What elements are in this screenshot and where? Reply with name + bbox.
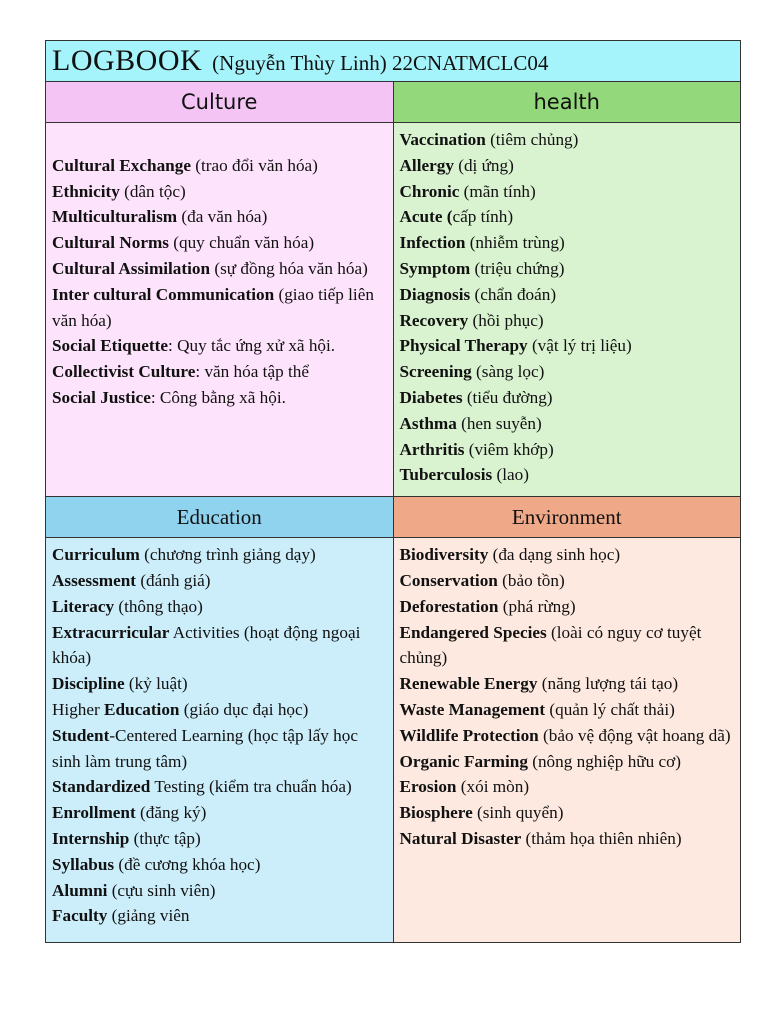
- education-entry: [52, 903, 387, 929]
- environment-entry-term: Conservation: [399, 570, 498, 590]
- education-entry-prefix: Higher: [52, 699, 105, 719]
- health-entry: [400, 230, 735, 256]
- culture-entry: [52, 256, 387, 282]
- health-entry: [400, 282, 735, 308]
- environment-entry-term: Erosion: [399, 777, 457, 797]
- health-entry-term: Allergy: [399, 155, 454, 175]
- culture-entry-term: Multiculturalism: [52, 207, 178, 227]
- health-entry-meaning: (sàng lọc): [471, 362, 545, 382]
- health-entry: [400, 359, 735, 385]
- health-entry-meaning: (triệu chứng): [470, 258, 565, 278]
- health-entry-meaning: (chẩn đoán): [470, 284, 557, 304]
- education-entry-term: Syllabus: [52, 854, 115, 874]
- education-header: Education: [46, 497, 394, 538]
- environment-entry: [400, 749, 735, 775]
- environment-entry-meaning: (nông nghiệp hữu cơ): [527, 751, 681, 771]
- health-entry: [400, 308, 735, 334]
- culture-entry: [52, 230, 387, 256]
- education-entry: [52, 542, 387, 568]
- culture-entry-term: Social Justice: [52, 387, 151, 407]
- health-entry-term: Arthritis: [399, 439, 465, 459]
- health-entry-term: Diagnosis: [399, 284, 471, 304]
- education-entry-term: Extracurricular: [52, 622, 170, 642]
- health-entry-term: Symptom: [399, 258, 471, 278]
- culture-entry-term: Social Etiquette: [52, 336, 169, 356]
- culture-entry: [52, 385, 387, 411]
- education-entry-term: Alumni: [52, 880, 108, 900]
- education-entry: [52, 774, 387, 800]
- health-entry-meaning: cấp tính): [452, 207, 514, 227]
- education-entry-term: Curriculum: [52, 545, 140, 565]
- education-entry-meaning: (đánh giá): [136, 570, 211, 590]
- education-entry-meaning: (giảng viên: [107, 906, 190, 926]
- education-entry-term: Faculty: [52, 906, 108, 926]
- culture-entry: [52, 179, 387, 205]
- health-entry-term: Asthma: [399, 413, 457, 433]
- health-entry-term: Infection: [399, 233, 466, 253]
- culture-entry-term: Ethnicity: [52, 181, 120, 201]
- environment-entry: [400, 594, 735, 620]
- education-entry-meaning: (kỷ luật): [124, 674, 188, 694]
- environment-entry-meaning: (năng lượng tái tạo): [537, 674, 679, 694]
- health-entry-term: Tuberculosis: [399, 465, 493, 485]
- culture-entry-term: Collectivist Culture: [52, 362, 196, 382]
- environment-entry-meaning: (quản lý chất thải): [545, 699, 675, 719]
- environment-header: Environment: [393, 497, 741, 538]
- education-entry-term: Internship: [52, 828, 130, 848]
- education-entry-meaning: (giáo dục đại học): [179, 699, 309, 719]
- education-entry-term: Literacy: [52, 596, 115, 616]
- environment-entry-term: Renewable Energy: [399, 674, 538, 694]
- culture-list: [52, 153, 387, 411]
- health-entry: [400, 462, 735, 488]
- health-entry: [400, 127, 735, 153]
- education-entry: [52, 620, 387, 672]
- environment-entry-term: Organic Farming: [399, 751, 528, 771]
- culture-entry-meaning: : Công bằng xã hội.: [150, 387, 286, 407]
- culture-entry-meaning: (giao tiếp liên văn hóa): [52, 284, 374, 330]
- logbook-sheet: [45, 40, 741, 943]
- environment-entry-term: Endangered Species: [399, 622, 547, 642]
- environment-entry-meaning: (bảo vệ động vật hoang dã): [538, 725, 731, 745]
- health-entry: [400, 256, 735, 282]
- education-entry: [52, 568, 387, 594]
- environment-entry-term: Waste Management: [399, 699, 546, 719]
- culture-entry-meaning: (sự đồng hóa văn hóa): [210, 258, 368, 278]
- health-entry: [400, 437, 735, 463]
- health-entry-meaning: (mãn tính): [459, 181, 536, 201]
- health-entry-meaning: (vật lý trị liệu): [527, 336, 632, 356]
- environment-entry-term: Biosphere: [399, 803, 473, 823]
- environment-entry: [400, 774, 735, 800]
- environment-entry-meaning: (đa dạng sinh học): [488, 545, 621, 565]
- health-entry-term: Screening: [399, 362, 472, 382]
- culture-entry: [52, 333, 387, 359]
- environment-entry-term: Biodiversity: [399, 545, 489, 565]
- environment-entry-meaning: (phá rừng): [498, 596, 576, 616]
- environment-entry-term: Wildlife Protection: [399, 725, 539, 745]
- education-entry: [52, 878, 387, 904]
- health-entry-term: Acute (: [399, 207, 453, 227]
- culture-entry: [52, 282, 387, 334]
- education-entry: [52, 594, 387, 620]
- title-cell: [46, 41, 741, 82]
- environment-entry: [400, 723, 735, 749]
- culture-entry-term: Cultural Exchange: [52, 155, 191, 175]
- education-list: [52, 542, 387, 929]
- education-entry-term: Assessment: [52, 570, 137, 590]
- environment-entry: [400, 620, 735, 672]
- education-entry: [52, 723, 387, 775]
- culture-entry-meaning: : văn hóa tập thể: [195, 362, 309, 382]
- health-entry-term: Diabetes: [399, 387, 463, 407]
- health-entry-term: Physical Therapy: [399, 336, 528, 356]
- health-entry: [400, 411, 735, 437]
- health-list: [400, 127, 735, 488]
- environment-entry-meaning: (bảo tồn): [497, 570, 565, 590]
- environment-entry-meaning: (sinh quyển): [472, 803, 564, 823]
- health-entry-term: Chronic: [399, 181, 460, 201]
- environment-entry: [400, 542, 735, 568]
- education-entry-meaning: Activities (hoạt động ngoại khóa): [52, 622, 361, 668]
- health-entry-meaning: (tiểu đường): [462, 387, 553, 407]
- health-entry-term: Recovery: [399, 310, 469, 330]
- culture-entry-meaning: : Quy tắc ứng xử xã hội.: [168, 336, 336, 356]
- health-entry: [400, 179, 735, 205]
- health-header: health: [393, 82, 741, 123]
- environment-entry: [400, 826, 735, 852]
- health-entry: [400, 204, 735, 230]
- culture-entry: [52, 153, 387, 179]
- environment-entry: [400, 568, 735, 594]
- education-entry-meaning: (đăng ký): [135, 803, 207, 823]
- page-subtitle: (Nguyễn Thùy Linh) 22CNATMCLC04: [212, 51, 549, 75]
- culture-entry-term: Inter cultural Communication: [52, 284, 275, 304]
- health-entry: [400, 153, 735, 179]
- health-entry: [400, 333, 735, 359]
- health-entry-meaning: (tiêm chủng): [485, 130, 579, 149]
- education-entry: [52, 852, 387, 878]
- environment-entry-meaning: (loài có nguy cơ tuyệt chủng): [399, 622, 702, 668]
- culture-entry-meaning: (quy chuẩn văn hóa): [168, 233, 315, 253]
- education-entry: [52, 800, 387, 826]
- education-section: [46, 538, 394, 943]
- health-entry-term: Vaccination: [399, 130, 486, 149]
- education-entry-term: Discipline: [52, 674, 125, 694]
- culture-entry-meaning: (dân tộc): [119, 181, 186, 201]
- logbook-table: [45, 40, 741, 943]
- environment-entry-term: Natural Disaster: [399, 828, 522, 848]
- culture-entry-term: Cultural Assimilation: [52, 258, 211, 278]
- page-title: LOGBOOK: [52, 44, 203, 77]
- education-entry-term: Student: [52, 725, 110, 745]
- education-entry-term: Education: [104, 699, 180, 719]
- environment-entry-meaning: (thảm họa thiên nhiên): [521, 828, 682, 848]
- education-entry: [52, 826, 387, 852]
- health-section: [393, 123, 741, 497]
- culture-entry-term: Cultural Norms: [52, 233, 169, 253]
- education-entry-meaning: (chương trình giảng dạy): [139, 545, 316, 565]
- health-entry-meaning: (dị ứng): [453, 155, 514, 175]
- education-entry-meaning: (cựu sinh viên): [107, 880, 216, 900]
- health-entry-meaning: (hen suyễn): [456, 413, 542, 433]
- health-entry-meaning: (hồi phục): [468, 310, 544, 330]
- culture-spacer: [52, 127, 387, 153]
- environment-list: [400, 542, 735, 852]
- education-entry-meaning: (thực tập): [129, 828, 201, 848]
- health-entry-meaning: (lao): [492, 465, 529, 485]
- environment-section: [393, 538, 741, 943]
- education-entry-term: Standardized: [52, 777, 151, 797]
- education-entry-meaning: (đề cương khóa học): [114, 854, 261, 874]
- environment-entry-meaning: (xói mòn): [456, 777, 530, 797]
- environment-entry: [400, 697, 735, 723]
- education-entry-term: Enrollment: [52, 803, 136, 823]
- health-entry-meaning: (nhiễm trùng): [465, 233, 565, 253]
- education-entry-meaning: Testing (kiểm tra chuẩn hóa): [150, 777, 352, 797]
- culture-header: Culture: [46, 82, 394, 123]
- environment-entry: [400, 671, 735, 697]
- environment-entry: [400, 800, 735, 826]
- culture-entry-meaning: (trao đổi văn hóa): [190, 155, 318, 175]
- education-entry-meaning: (thông thạo): [114, 596, 203, 616]
- environment-entry-term: Deforestation: [399, 596, 499, 616]
- education-entry-meaning: -Centered Learning (học tập lấy học sinh làm trung tâm): [52, 725, 358, 771]
- culture-entry: [52, 359, 387, 385]
- culture-entry: [52, 204, 387, 230]
- education-entry: [52, 671, 387, 697]
- health-entry-meaning: (viêm khớp): [464, 439, 554, 459]
- culture-section: [46, 123, 394, 497]
- education-entry: [52, 697, 387, 723]
- culture-entry-meaning: (đa văn hóa): [177, 207, 268, 227]
- health-entry: [400, 385, 735, 411]
